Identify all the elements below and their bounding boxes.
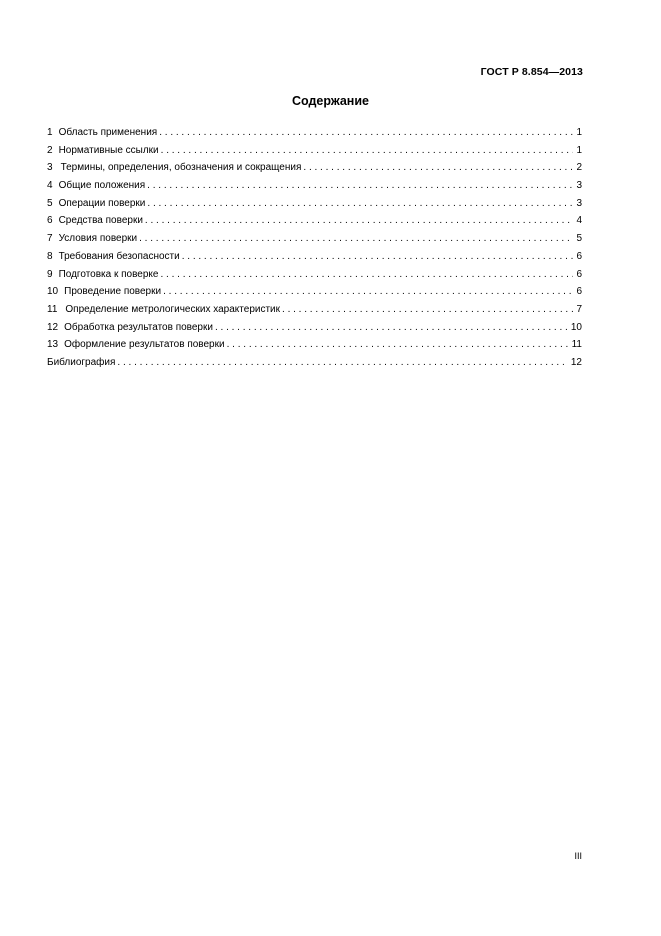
toc-leader-dots bbox=[227, 339, 569, 350]
toc-leader-dots bbox=[117, 357, 567, 368]
toc-entry[interactable] bbox=[47, 198, 582, 216]
page-number: III bbox=[574, 851, 582, 861]
toc-entry-page: 10 bbox=[570, 321, 582, 333]
toc-entry-number: 12 bbox=[47, 321, 59, 333]
toc-leader-dots bbox=[163, 286, 573, 297]
toc-entry-number: 5 bbox=[47, 197, 53, 209]
toc-leader-dots bbox=[139, 233, 573, 244]
toc-entry-label: Операции поверки bbox=[58, 197, 146, 209]
toc-entry-page: 6 bbox=[576, 268, 582, 280]
toc-entry-number: 8 bbox=[47, 250, 53, 262]
toc-entry-page: 1 bbox=[576, 144, 582, 156]
toc-entry-label: Условия поверки bbox=[58, 233, 138, 245]
toc-entry-label: Подготовка к поверке bbox=[58, 268, 159, 280]
toc-entry[interactable] bbox=[47, 286, 582, 304]
toc-entry[interactable] bbox=[47, 162, 582, 180]
toc-entry[interactable] bbox=[47, 357, 582, 375]
toc-title: Содержание bbox=[291, 94, 369, 108]
toc-entry-label: Общие положения bbox=[58, 180, 146, 192]
toc-entry-page: 5 bbox=[576, 233, 582, 245]
document-code: ГОСТ Р 8.854—2013 bbox=[480, 66, 583, 78]
toc-entry[interactable] bbox=[47, 233, 582, 251]
toc-entry-page: 7 bbox=[576, 303, 582, 315]
toc-entry-number: 13 bbox=[47, 339, 59, 351]
toc-entry-number: 7 bbox=[47, 233, 53, 245]
toc-entry-number: 10 bbox=[47, 286, 59, 298]
toc-entry-number: 4 bbox=[47, 180, 53, 192]
toc-entry[interactable] bbox=[47, 339, 582, 357]
toc-entry-page: 3 bbox=[576, 180, 582, 192]
toc-entry[interactable] bbox=[47, 127, 582, 145]
toc-entry-page: 3 bbox=[576, 197, 582, 209]
toc-entry[interactable] bbox=[47, 322, 582, 340]
toc-entry-number: 9 bbox=[47, 268, 53, 280]
toc-leader-dots bbox=[215, 322, 568, 333]
toc-entry-label: Нормативные ссылки bbox=[58, 144, 159, 156]
toc-entry-number: 3 bbox=[47, 162, 53, 174]
toc-entry-label: Термины, определения, обозначения и сокращения bbox=[60, 162, 302, 174]
toc-entry-page: 1 bbox=[576, 127, 582, 138]
toc-entry-label: Библиография bbox=[47, 356, 116, 368]
toc-leader-dots bbox=[145, 215, 574, 226]
toc-entry-page: 11 bbox=[571, 339, 582, 351]
toc-entry-label: Оформление результатов поверки bbox=[64, 339, 225, 351]
toc-leader-dots bbox=[147, 198, 573, 209]
toc-entry-label: Средства поверки bbox=[58, 215, 143, 227]
toc-entry-page: 4 bbox=[576, 215, 582, 227]
toc-leader-dots bbox=[161, 145, 574, 156]
toc-entry-label: Проведение поверки bbox=[64, 286, 162, 298]
toc-leader-dots bbox=[160, 269, 573, 280]
toc-entry-label: Определение метрологических характеристик bbox=[65, 303, 281, 315]
toc-leader-dots bbox=[147, 180, 573, 191]
toc-entry-page: 6 bbox=[576, 250, 582, 262]
toc-entry[interactable] bbox=[47, 251, 582, 269]
table-of-contents bbox=[47, 127, 582, 375]
toc-entry-number: 2 bbox=[47, 144, 53, 156]
toc-entry-page: 2 bbox=[576, 162, 582, 174]
toc-entry-page: 12 bbox=[570, 356, 582, 368]
toc-entry-label: Обработка результатов поверки bbox=[64, 321, 213, 333]
toc-leader-dots bbox=[303, 162, 573, 173]
toc-entry[interactable] bbox=[47, 180, 582, 198]
toc-entry-label: Область применения bbox=[58, 127, 158, 138]
toc-entry-number: 11 bbox=[47, 303, 58, 315]
toc-entry-number: 6 bbox=[47, 215, 53, 227]
toc-entry[interactable] bbox=[47, 304, 582, 322]
toc-entry[interactable] bbox=[47, 145, 582, 163]
toc-entry[interactable] bbox=[47, 215, 582, 233]
toc-leader-dots bbox=[159, 127, 573, 138]
toc-leader-dots bbox=[182, 251, 574, 262]
toc-entry[interactable] bbox=[47, 269, 582, 287]
toc-entry-number: 1 bbox=[47, 127, 53, 138]
toc-leader-dots bbox=[282, 304, 573, 315]
toc-entry-label: Требования безопасности bbox=[58, 250, 180, 262]
toc-entry-page: 6 bbox=[576, 286, 582, 298]
